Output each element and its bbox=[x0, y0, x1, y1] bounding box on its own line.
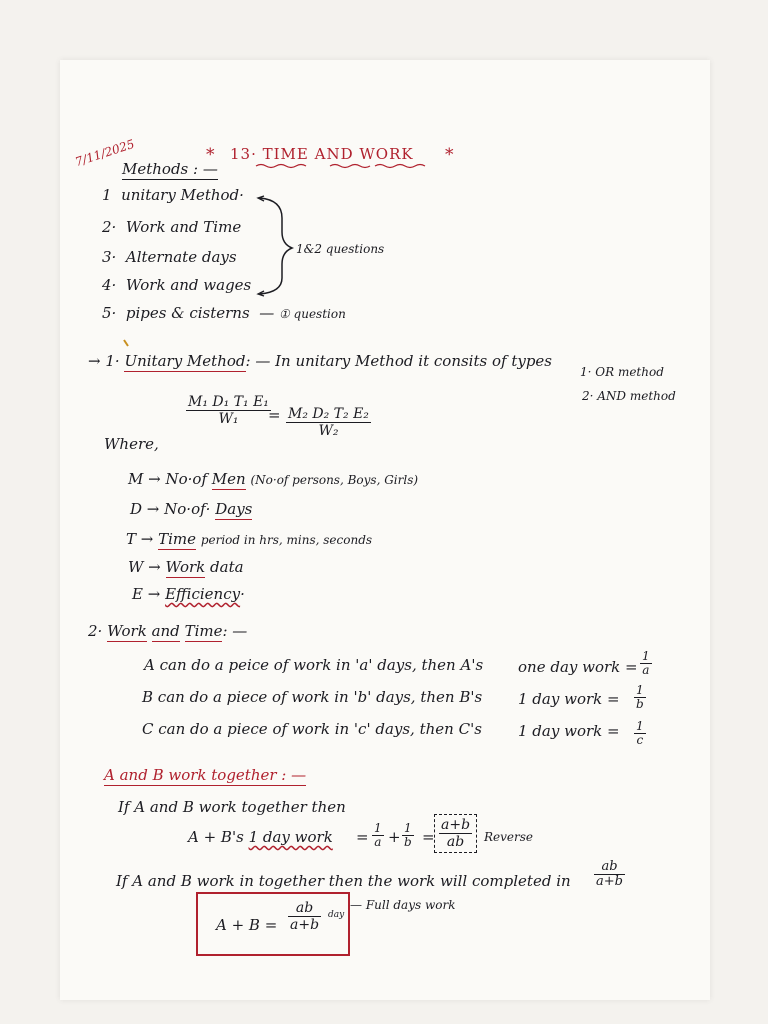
row-b-tail: 1 day work = bbox=[518, 690, 620, 708]
type-or: 1· OR method bbox=[580, 365, 664, 379]
together-lhs: A + B's 1 day work bbox=[188, 828, 333, 846]
frac-ab-over-sum: ab a+b bbox=[596, 859, 623, 889]
together-line1: If A and B work together then bbox=[118, 798, 346, 816]
method-2: 2· Work and Time bbox=[102, 218, 242, 236]
method-3: 3· Alternate days bbox=[102, 248, 237, 266]
notebook-page bbox=[60, 60, 710, 1000]
star-left: * bbox=[206, 145, 215, 165]
method-5: 5· pipes & cisterns — ① question bbox=[102, 304, 346, 322]
def-days: D → No·of· Days bbox=[130, 500, 253, 518]
formula-lhs: M₁ D₁ T₁ E₁ W₁ bbox=[188, 394, 269, 427]
def-efficiency: E → Efficiency· bbox=[132, 585, 245, 603]
where-label: Where, bbox=[104, 435, 159, 453]
formula-rhs: M₂ D₂ T₂ E₂ W₂ bbox=[288, 406, 369, 439]
methods-heading: Methods : — bbox=[122, 160, 218, 178]
page-title: 13· TIME AND WORK bbox=[230, 145, 414, 163]
row-b-frac: 1 b bbox=[636, 683, 644, 711]
def-work: W → Work data bbox=[128, 558, 244, 576]
box-frac: ab a+b bbox=[290, 900, 320, 933]
frac-sum-box: a+b ab bbox=[434, 814, 477, 853]
row-a-text: A can do a peice of work in 'a' days, then A's bbox=[144, 656, 484, 674]
unitary-heading-line: → 1· Unitary Method: — In unitary Method it consits of types bbox=[88, 352, 552, 370]
def-men: M → No·of Men (No·of persons, Boys, Girls) bbox=[128, 470, 419, 488]
row-b-text: B can do a piece of work in 'b' days, then B's bbox=[142, 688, 483, 706]
row-a-frac: 1 a bbox=[642, 649, 650, 677]
work-time-heading: 2· Work and Time: — bbox=[88, 622, 248, 640]
date-stamp: 7/11/2025 bbox=[73, 136, 137, 170]
together-eq: = bbox=[356, 828, 369, 846]
together-plus: + bbox=[388, 828, 401, 846]
box-unit: day bbox=[328, 910, 345, 920]
box-lhs: A + B = bbox=[216, 916, 278, 934]
star-right: * bbox=[445, 145, 454, 165]
full-days-note: — Full days work bbox=[350, 898, 456, 912]
brace-note: 1&2 questions bbox=[296, 242, 385, 256]
row-a-tail: one day work = bbox=[518, 658, 638, 676]
type-and: 2· AND method bbox=[582, 389, 676, 403]
full-days-formula-box bbox=[196, 892, 350, 956]
frac-one-over-a: 1 a bbox=[374, 821, 382, 849]
row-c-frac: 1 c bbox=[636, 719, 644, 747]
frac-one-over-b: 1 b bbox=[404, 821, 412, 849]
reverse-note: Reverse bbox=[484, 830, 534, 844]
together-line2: If A and B work in together then the work will completed in bbox=[116, 872, 571, 890]
together-heading: A and B work together : — bbox=[104, 766, 307, 784]
row-c-tail: 1 day work = bbox=[518, 722, 620, 740]
method-4: 4· Work and wages bbox=[102, 276, 252, 294]
def-time: T → Time period in hrs, mins, seconds bbox=[126, 530, 373, 548]
method-1: 1 unitary Method· bbox=[102, 186, 244, 204]
formula-equals: = bbox=[268, 406, 281, 424]
row-c-text: C can do a piece of work in 'c' days, then C's bbox=[142, 720, 482, 738]
together-eq2: = bbox=[422, 828, 435, 846]
